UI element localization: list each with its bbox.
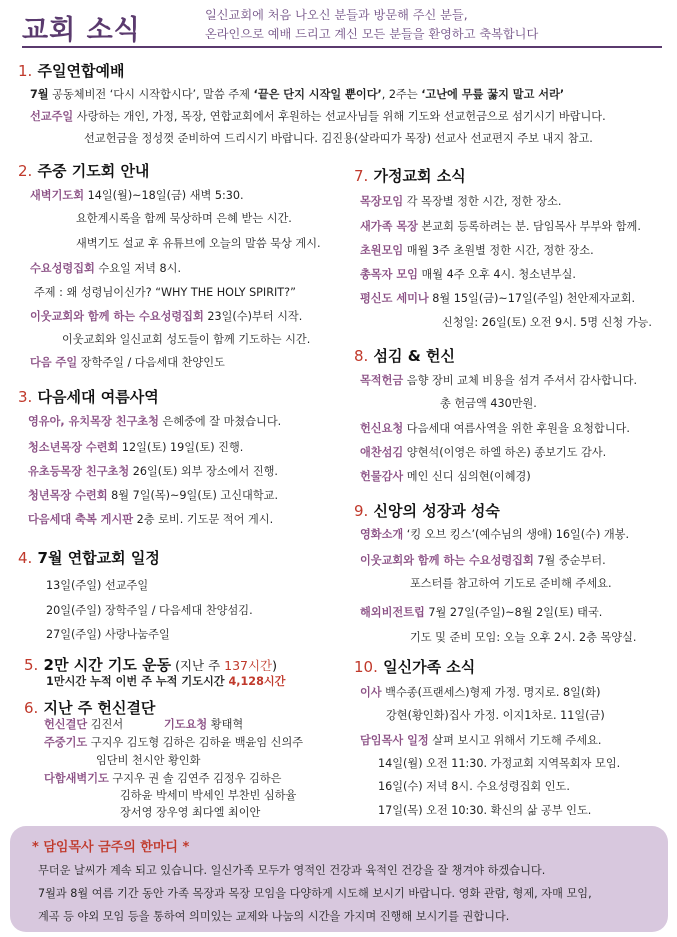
text-line xyxy=(360,373,637,388)
prayer-hours: 137시간 xyxy=(224,658,273,673)
item-label: 목적헌금 xyxy=(360,374,404,387)
item-label: 수요성령집회 xyxy=(30,262,95,275)
text-line xyxy=(44,735,303,750)
text-line xyxy=(360,267,576,282)
item-label: 평신도 세미나 xyxy=(360,292,429,305)
text-line xyxy=(360,194,561,209)
text-line: 요한계시록을 함께 묵상하며 은혜 받는 시간. xyxy=(76,212,292,225)
section-number: 3. xyxy=(18,388,33,406)
item-label: 선교주일 xyxy=(30,110,74,123)
text-span: 각 목장별 정한 시간, 정한 장소. xyxy=(403,195,562,208)
section-title-text: 지난 주 헌신결단 xyxy=(43,699,156,717)
item-label: 다함새벽기도 xyxy=(44,772,109,785)
section-title xyxy=(18,60,125,81)
text-span: 다음세대 여름사역을 위한 후원을 요청합니다. xyxy=(403,422,630,435)
text-span: 매월 4주 오후 4시. 청소년부실. xyxy=(417,268,576,281)
section-title-text: 섬김 & 헌신 xyxy=(373,347,456,365)
text-line: 주제 : 왜 성령님이신가? “WHY THE HOLY SPIRIT?” xyxy=(34,286,296,299)
text-line xyxy=(360,469,531,484)
text-line xyxy=(360,291,635,306)
item-label: 다음세대 축복 게시판 xyxy=(28,513,134,526)
pastor-message-box xyxy=(10,826,668,932)
text-span: 14일(월)~18일(금) 새벽 5:30. xyxy=(84,189,244,202)
text-line xyxy=(360,685,600,700)
section-title-text: 일신가족 소식 xyxy=(383,658,476,676)
text-span: 23일(수)부터 시작. xyxy=(203,310,303,323)
section-number: 5. xyxy=(24,656,39,674)
text-line xyxy=(44,771,281,786)
text-span: (지난 주 xyxy=(171,658,225,673)
text-span: 8월 7일(목)~9일(토) 고신대학교. xyxy=(107,489,279,502)
text-line xyxy=(30,355,225,370)
item-label: 애찬섬김 xyxy=(360,446,404,459)
section-title xyxy=(354,345,455,366)
section-title xyxy=(24,697,155,718)
text-span: 음향 장비 교체 비용을 섬겨 주셔서 감사합니다. xyxy=(403,374,638,387)
text-line xyxy=(30,87,564,102)
text-line: 김하윤 박세미 박세인 부찬빈 심하율 xyxy=(120,789,297,802)
text-span: 7월 중순부터. xyxy=(533,554,606,567)
text-span: 26일(토) 외부 장소에서 진행. xyxy=(129,465,278,478)
text-line xyxy=(30,309,302,324)
text-span: , 2주는 xyxy=(381,88,422,101)
section-title-text: 다음세대 여름사역 xyxy=(37,388,159,406)
section-title-text: 주중 기도회 안내 xyxy=(37,162,150,180)
item-label: 주중기도 xyxy=(44,736,88,749)
text-span: 매월 3주 초원별 정한 시간, 정한 장소. xyxy=(403,244,594,257)
item-label: 청년목장 수련회 xyxy=(28,489,108,502)
section-title xyxy=(24,654,277,675)
text-line xyxy=(360,553,606,568)
text-bold: 7월 xyxy=(30,88,49,101)
pastor-message-line: 계곡 등 야외 모임 등을 통하여 의미있는 교제와 나눔의 시간을 가지며 진행해 보시기를 권합니다. xyxy=(38,910,510,923)
text-span: 황태혁 xyxy=(207,718,244,731)
text-line: 신청일: 26일(토) 오전 9시. 5명 신청 가능. xyxy=(442,316,652,329)
text-line: 포스터를 참고하여 기도로 준비해 주세요. xyxy=(410,577,612,590)
section-title-text: 가정교회 소식 xyxy=(373,167,466,185)
text-span: 은혜중에 잘 마쳤습니다. xyxy=(158,415,282,428)
item-label: 헌신결단 xyxy=(44,718,88,731)
item-label: 총목자 모임 xyxy=(360,268,418,281)
list-item: 27일(주일) 사랑나눔주일 xyxy=(46,628,170,641)
text-span: 살펴 보시고 위해서 기도해 주세요. xyxy=(428,734,602,747)
text-bold: ‘고난에 무릎 꿇지 말고 서라’ xyxy=(421,88,565,101)
text-line xyxy=(360,421,630,436)
item-label: 헌물감사 xyxy=(360,470,404,483)
text-span: ‘킹 오브 킹스’(예수님의 생애) 16일(수) 개봉. xyxy=(403,528,630,541)
text-span: 7월 27일(주일)~8월 2일(토) 태국. xyxy=(424,606,603,619)
section-number: 9. xyxy=(354,502,369,520)
text-line xyxy=(360,445,606,460)
text-span: 공동체비전 ‘다시 시작합시다’, 말씀 주제 xyxy=(48,88,254,101)
welcome-line: 온라인으로 예배 드리고 계신 모든 분들을 환영하고 축복합니다 xyxy=(205,27,539,41)
text-line: 이웃교회와 일신교회 성도들이 함께 기도하는 시간. xyxy=(62,333,311,346)
item-label: 영유아, 유치목장 친구초청 xyxy=(28,415,159,428)
item-label: 새가족 목장 xyxy=(360,220,418,233)
text-span: 장학주일 / 다음세대 찬양인도 xyxy=(77,356,225,369)
text-span: 구지우 김도형 김하은 김하윤 백윤임 신의주 xyxy=(87,736,304,749)
section-number: 8. xyxy=(354,347,369,365)
section-number: 1. xyxy=(18,62,33,80)
item-label: 이웃교회와 함께 하는 수요성령집회 xyxy=(360,554,534,567)
list-item: 16일(수) 저녁 8시. 수요성령집회 인도. xyxy=(378,780,570,793)
text-line xyxy=(28,440,243,455)
text-span: 2층 로비. 기도문 적어 게시. xyxy=(133,513,274,526)
section-title-text: 7월 연합교회 일정 xyxy=(37,549,160,567)
text-span: 구지우 권 솔 김연주 김정우 김하은 xyxy=(108,772,282,785)
text-span: 수요일 저녁 8시. xyxy=(94,262,182,275)
text-line: 선교헌금을 정성껏 준비하여 드리시기 바랍니다. 김진용(살라띠가 목장) 선교사 선교편지 주보 내지 참고. xyxy=(84,132,593,145)
text-line: 강현(황인화)집사 가정. 이지1차로. 11일(금) xyxy=(386,709,605,722)
item-label: 담임목사 일정 xyxy=(360,734,429,747)
text-line: 새벽기도 설교 후 유튜브에 오늘의 말씀 묵상 게시. xyxy=(76,237,321,250)
text-span: 12일(토) 19일(토) 진행. xyxy=(118,441,244,454)
item-label: 헌신요청 xyxy=(360,422,404,435)
item-label: 목장모임 xyxy=(360,195,404,208)
pastor-message-line: 7월과 8월 여름 기간 동안 가족 목장과 목장 모임을 다양하게 시도해 보시기 바랍니다. 영화 관람, 형제, 자매 모임, xyxy=(38,887,592,900)
text-line xyxy=(360,527,629,542)
text-line: 임단비 천시안 황인화 xyxy=(96,754,201,767)
text-span: 백수종(프랜세스)형제 가정. 명지로. 8일(화) xyxy=(381,686,601,699)
text-line xyxy=(28,488,278,503)
text-line xyxy=(360,605,602,620)
header-divider xyxy=(22,46,662,48)
text-line xyxy=(30,188,244,203)
page-title: 교회 소식 xyxy=(22,15,141,46)
text-line xyxy=(28,512,273,527)
welcome-text xyxy=(205,6,538,44)
item-label: 기도요청 xyxy=(164,718,208,731)
bulletin-header xyxy=(0,0,677,52)
text-span: 사랑하는 개인, 가정, 목장, 연합교회에서 후원하는 선교사님들 위해 기도와 선교헌금으로 섬기시기 바랍니다. xyxy=(73,110,606,123)
text-span: 1만시간 누적 이번 주 누적 기도시간 xyxy=(46,675,229,688)
section-number: 2. xyxy=(18,162,33,180)
section-number: 4. xyxy=(18,549,33,567)
section-title xyxy=(18,160,149,181)
pastor-message-title: * 담임목사 금주의 한마디 * xyxy=(32,840,190,855)
text-line xyxy=(46,674,285,689)
text-span: 본교회 등록하려는 분. 담임목사 부부와 함께. xyxy=(417,220,641,233)
text-span: 메인 신디 심의현(이혜경) xyxy=(403,470,531,483)
list-item: 17일(목) 오전 10:30. 확신의 삶 공부 인도. xyxy=(378,804,592,817)
list-item: 13일(주일) 선교주일 xyxy=(46,579,149,592)
text-line xyxy=(164,717,243,732)
section-title xyxy=(18,386,159,407)
section-title xyxy=(18,547,160,568)
item-label: 청소년목장 수련회 xyxy=(28,441,119,454)
text-line xyxy=(360,733,601,748)
item-label: 유초등목장 친구초청 xyxy=(28,465,130,478)
text-bold: ‘끝은 단지 시작일 뿐이다’ xyxy=(253,88,382,101)
item-label: 초원모임 xyxy=(360,244,404,257)
item-label: 다음 주일 xyxy=(30,356,78,369)
section-title-text: 2만 시간 기도 운동 xyxy=(43,656,172,674)
list-item: 14일(월) 오전 11:30. 가정교회 지역목회자 모임. xyxy=(378,757,621,770)
text-line xyxy=(360,219,641,234)
item-label: 해외비전트립 xyxy=(360,606,425,619)
text-span: 양현석(이영은 하엘 하온) 종보기도 감사. xyxy=(403,446,607,459)
text-span: ) xyxy=(272,658,278,673)
text-line xyxy=(28,464,278,479)
section-number: 10. xyxy=(354,658,378,676)
section-number: 6. xyxy=(24,699,39,717)
section-number: 7. xyxy=(354,167,369,185)
item-label: 이사 xyxy=(360,686,382,699)
text-line xyxy=(30,261,181,276)
section-title xyxy=(354,165,466,186)
text-line xyxy=(44,717,123,732)
cumulative-hours: 4,128시간 xyxy=(228,675,286,688)
welcome-line: 일신교회에 처음 나오신 분들과 방문해 주신 분들, xyxy=(205,8,468,22)
text-line: 장서영 장우영 최다엘 최이안 xyxy=(120,806,261,819)
item-label: 이웃교회와 함께 하는 수요성령집회 xyxy=(30,310,204,323)
text-line xyxy=(360,243,594,258)
item-label: 영화소개 xyxy=(360,528,404,541)
text-line: 기도 및 준비 모임: 오늘 오후 2시. 2층 목양실. xyxy=(410,631,637,644)
item-label: 새벽기도회 xyxy=(30,189,85,202)
pastor-message-line: 무더운 날씨가 계속 되고 있습니다. 일신가족 모두가 영적인 건강과 육적인 건강을 잘 챙겨야 하겠습니다. xyxy=(38,864,546,877)
list-item: 20일(주일) 장학주일 / 다음세대 찬양섬김. xyxy=(46,604,253,617)
text-span: 김진서 xyxy=(87,718,124,731)
section-title-text: 신앙의 성장과 성숙 xyxy=(373,502,500,520)
text-line xyxy=(30,109,606,124)
section-title xyxy=(354,500,500,521)
section-title xyxy=(354,656,475,677)
text-line xyxy=(28,414,281,429)
text-line: 총 헌금액 430만원. xyxy=(440,397,537,410)
section-title-text: 주일연합예배 xyxy=(37,62,125,80)
text-span: 8월 15일(금)~17일(주일) 천안제자교회. xyxy=(428,292,636,305)
